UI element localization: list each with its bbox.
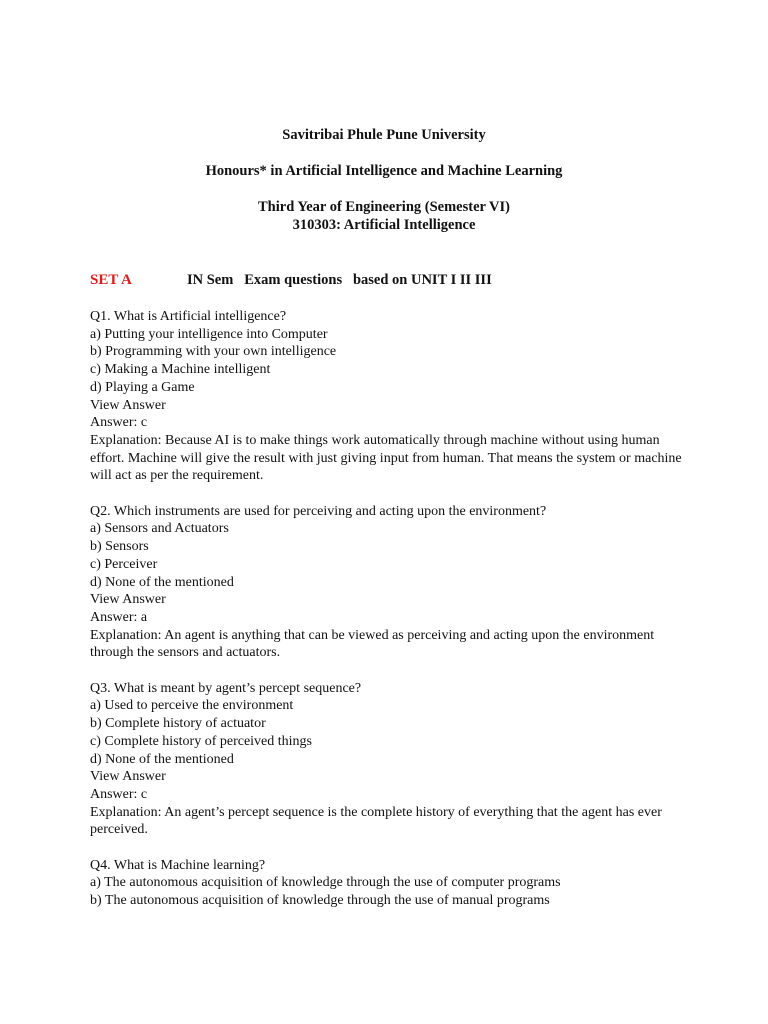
option-text: d) None of the mentioned [90, 751, 234, 767]
option-text: a) Sensors and Actuators [90, 521, 229, 537]
option-text: b) Complete history of actuator [90, 716, 266, 732]
program-title: Honours* in Artificial Intelligence and Machine Learning [205, 163, 563, 179]
question-text: Q2. Which instruments are used for perceiving and acting upon the environment? [90, 503, 547, 519]
answer-text: Answer: c [90, 415, 148, 431]
answer-text: Answer: c [90, 786, 148, 802]
document-header [0, 126, 768, 234]
option-text: c) Perceiver [90, 556, 158, 572]
course-title: 310303: Artificial Intelligence [292, 217, 476, 233]
option-text: a) The autonomous acquisition of knowledge through the use of computer programs [90, 875, 561, 891]
university-name: Savitribai Phule Pune University [282, 127, 486, 143]
set-label: SET A [90, 272, 132, 288]
set-description: IN Sem Exam questions based on UNIT I II III [187, 272, 492, 288]
view-answer-link[interactable]: View Answer [90, 397, 166, 413]
explanation-text: Explanation: An agent’s percept sequence is the complete history of everything that the agent has ever perceived. [90, 804, 662, 838]
view-answer-link[interactable]: View Answer [90, 769, 166, 785]
option-text: b) Programming with your own intelligence [90, 344, 337, 360]
explanation-text: Explanation: An agent is anything that can be viewed as perceiving and acting upon the environment through the sensors and actuators. [90, 627, 655, 661]
explanation-text: Explanation: Because AI is to make things work automatically through machine without using human effort. Machine will give the result with just giving input from human. That means the system or machine will act as per the requirement. [90, 432, 682, 484]
option-text: a) Putting your intelligence into Computer [90, 326, 328, 342]
option-text: a) Used to perceive the environment [90, 698, 294, 714]
option-text: b) The autonomous acquisition of knowledge through the use of manual programs [90, 893, 550, 909]
option-text: c) Complete history of perceived things [90, 733, 312, 749]
question-block [90, 308, 690, 485]
question-block [90, 503, 690, 662]
question-text: Q3. What is meant by agent’s percept sequence? [90, 680, 362, 696]
option-text: c) Making a Machine intelligent [90, 362, 271, 378]
answer-text: Answer: a [90, 609, 148, 625]
question-block [90, 857, 690, 910]
view-answer-link[interactable]: View Answer [90, 592, 166, 608]
set-heading [90, 271, 492, 289]
question-text: Q4. What is Machine learning? [90, 857, 266, 873]
option-text: d) None of the mentioned [90, 574, 234, 590]
question-block [90, 680, 690, 839]
question-text: Q1. What is Artificial intelligence? [90, 309, 287, 324]
option-text: d) Playing a Game [90, 379, 195, 395]
questions-list [90, 308, 690, 928]
year-title: Third Year of Engineering (Semester VI) [258, 199, 510, 215]
option-text: b) Sensors [90, 539, 149, 555]
